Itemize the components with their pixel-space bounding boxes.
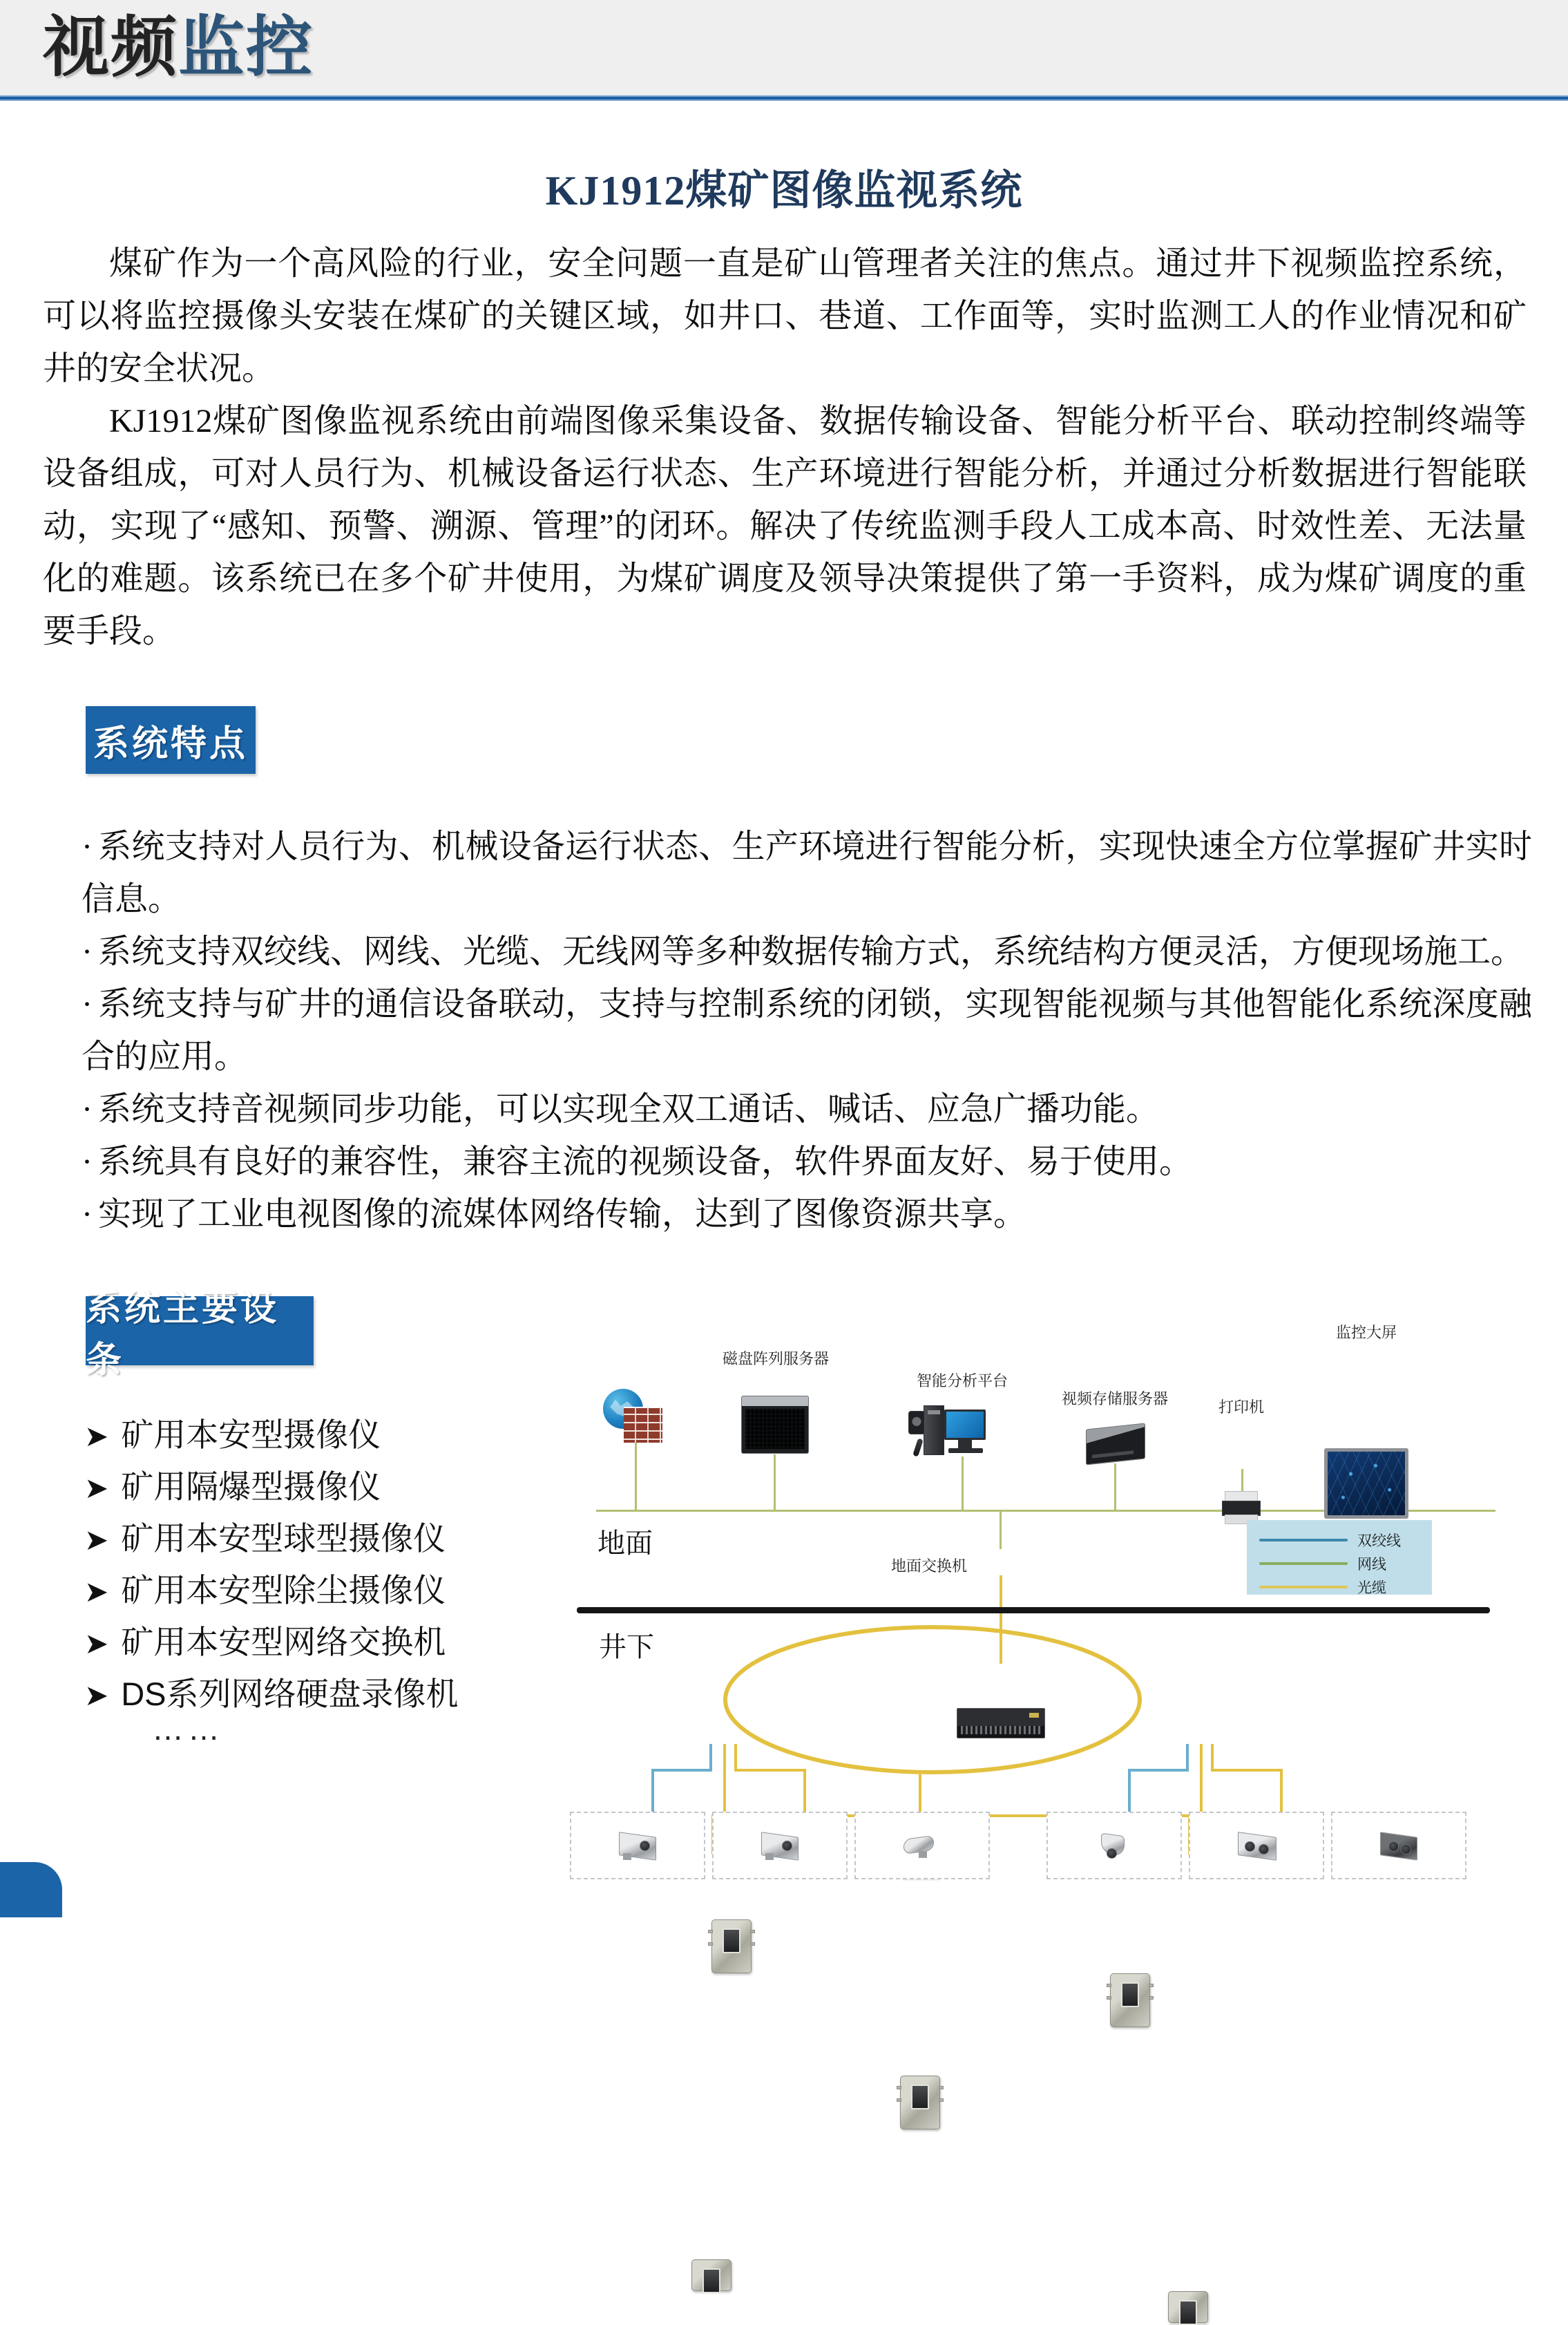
label-ground-switch: 地面交换机 [890,1557,967,1575]
fiber-trunk-vertical [919,1774,921,1817]
legend-label-twisted-pair: 双绞线 [1357,1532,1401,1549]
system-architecture-diagram [563,1285,1568,1881]
list-item [84,1410,554,1461]
page-title-part-blue: 监控 [178,10,314,84]
internet-firewall-icon [603,1389,665,1443]
monitor-base-icon [948,1448,983,1453]
drop-line-analysis-platform [962,1456,964,1510]
diagram-legend [1247,1520,1432,1595]
drop-line-internet [635,1441,637,1510]
paragraph-2: KJ1912煤矿图像监视系统由前端图像采集设备、数据传输设备、智能分析平台、联动控制终端等设备组成，可对人员行为、机械设备运行状态、生产环境进行智能分析，并通过分析数据进行智能联动，实现了“感知、预警、溯源、管理”的闭环。解决了传统监测手段人工成本高、时效性差、无法量化的难题。该系统已在多个矿井使用，为煤矿调度及领导决策提供了第一手资料，成为煤矿调度的重要手段。 [43,403,1527,649]
page-title-part-dark: 视频 [43,10,178,84]
arrow-right-icon: ➤ [84,1420,109,1452]
legend-label-fiber: 光缆 [1357,1579,1386,1596]
monitoring-big-screen-icon [1324,1448,1408,1519]
list-item [84,1617,554,1669]
video-storage-server-icon [1086,1423,1145,1465]
page-header [0,0,1568,95]
mine-switch-ring-top [900,1824,940,1878]
fiber-trunk-horizontal [711,1814,1191,1817]
label-analysis-platform: 智能分析平台 [916,1372,1008,1389]
feature-item: · 系统支持双绞线、网线、光缆、无线网等多种数据传输方式，系统结构方便灵活，方便现场施工。 [82,926,1532,978]
feature-item: · 系统支持音视频同步功能，可以实现全双工通话、喊话、应急广播功能。 [82,1083,1532,1136]
legend-swatch-twisted-pair [1259,1539,1348,1541]
monitor-icon [944,1410,986,1440]
document-title: KJ1912煤矿图像监视系统 [545,168,1023,213]
intro-paragraphs [43,238,1527,658]
list-item [84,1461,554,1513]
microphone-icon [912,1438,924,1456]
firewall-icon [624,1407,662,1443]
ground-separator-line [577,1607,1490,1613]
label-disk-array: 磁盘阵列服务器 [722,1350,829,1367]
drop-line-disk-array [774,1454,776,1510]
arrow-right-icon: ➤ [84,1575,109,1608]
mine-switch-access-right [1168,2291,1208,2323]
label-underground: 井下 [599,1631,654,1662]
mine-switch-access-left [691,2259,732,2291]
equipment-item-label: 矿用本安型摄像仪 [121,1416,381,1453]
label-printer: 打印机 [1218,1398,1264,1416]
mine-switch-ring-right [1110,1973,1150,2027]
equipment-item-label: 矿用本安型网络交换机 [121,1624,446,1660]
drop-line-video-storage [1114,1463,1116,1510]
equipment-item-label: 矿用本安型球型摄像仪 [121,1520,446,1557]
feature-list [82,821,1532,1241]
equipment-list-ellipsis: …… [152,1711,224,1747]
pc-tower-icon [924,1405,944,1455]
legend-row-fiber [1259,1577,1386,1597]
mine-switch-ring-left [711,1919,752,1973]
arrow-right-icon: ➤ [84,1524,109,1556]
equipment-item-label: DS系列网络硬盘录像机 [121,1676,459,1712]
legend-swatch-lan-cable [1259,1562,1348,1565]
legend-row-twisted-pair [1259,1530,1401,1550]
fiber-ring [711,1617,1154,1783]
legend-row-lan-cable [1259,1553,1386,1574]
legend-label-lan-cable: 网线 [1357,1556,1386,1573]
feature-item: · 实现了工业电视图像的流媒体网络传输，达到了图像资源共享。 [82,1188,1532,1241]
feature-item: · 系统具有良好的兼容性，兼容主流的视频设备，软件界面友好、易于使用。 [82,1136,1532,1188]
list-item [84,1513,554,1565]
section-badge-features: 系统特点 [86,706,256,774]
fiber-branch-right [1188,1814,1191,1854]
page-title [43,3,314,93]
equipment-item-label: 矿用本安型除尘摄像仪 [121,1572,446,1608]
speaker-icon [908,1411,925,1434]
feature-item: · 系统支持与矿井的通信设备联动，支持与控制系统的闭锁，实现智能视频与其他智能化系统深度融合的应用。 [82,978,1532,1083]
monitor-stand-icon [958,1440,972,1448]
fiber-branch-left [711,1814,714,1854]
page-footer-tab [0,1862,62,1917]
section-badge-equipment: 系统主要设条 [86,1296,314,1365]
arrow-right-icon: ➤ [84,1679,109,1711]
disk-array-server-icon [741,1396,809,1454]
label-big-screen: 监控大屏 [1335,1324,1397,1341]
list-item [84,1565,554,1617]
label-surface: 地面 [597,1528,653,1559]
paragraph-1: 煤矿作为一个高风险的行业，安全问题一直是矿山管理者关注的焦点。通过井下视频监控系统，可以将监控摄像头安装在煤矿的关键区域，如井口、巷道、工作面等，实时监测工人的作业情况和矿井的安全状况。 [43,245,1527,387]
arrow-right-icon: ➤ [84,1627,109,1660]
drop-line-ground-switch [1000,1510,1002,1549]
analysis-platform-icon [908,1401,991,1456]
equipment-item-label: 矿用隔爆型摄像仪 [121,1468,381,1505]
legend-swatch-fiber [1259,1586,1348,1588]
label-video-storage: 视频存储服务器 [1061,1390,1168,1407]
header-divider [0,95,1568,101]
arrow-right-icon: ➤ [84,1472,109,1504]
equipment-list [84,1410,554,1720]
feature-item: · 系统支持对人员行为、机械设备运行状态、生产环境进行智能分析，实现快速全方位掌握矿井实时信息。 [82,821,1532,926]
mine-switch-ring-bottom [900,2076,940,2129]
